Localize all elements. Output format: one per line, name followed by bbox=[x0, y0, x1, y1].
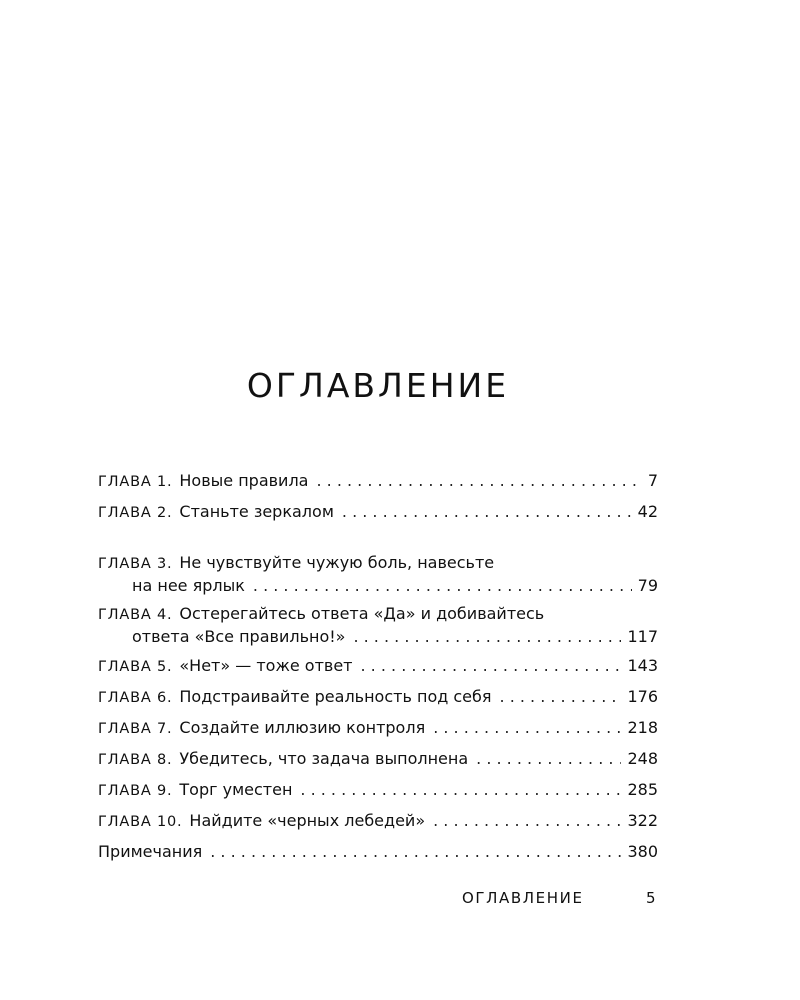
leader-dots bbox=[210, 841, 621, 863]
leader-dots bbox=[316, 470, 641, 492]
page-number: 79 bbox=[637, 576, 658, 595]
chapter-title: Станьте зеркалом bbox=[179, 502, 334, 521]
chapter-title-line-1: Не чувствуйте чужую боль, навесьте bbox=[179, 553, 495, 572]
chapter-title: «Нет» — тоже ответ bbox=[179, 656, 353, 675]
toc-entry-chapter-8[interactable] bbox=[98, 748, 658, 771]
chapter-title: Новые правила bbox=[179, 471, 309, 490]
leader-dots bbox=[342, 501, 632, 523]
leader-dots bbox=[500, 686, 622, 708]
page-number: 218 bbox=[627, 718, 658, 737]
chapter-title-line-2: ответа «Все правильно!» bbox=[132, 627, 346, 646]
leader-dots bbox=[476, 748, 621, 770]
toc-entry-chapter-5[interactable] bbox=[98, 655, 658, 678]
chapter-label: ГЛАВА 4. bbox=[98, 607, 173, 623]
chapter-title: Подстраивайте реальность под себя bbox=[179, 687, 492, 706]
page-number: 7 bbox=[647, 471, 658, 490]
leader-dots bbox=[361, 655, 622, 677]
chapter-label: ГЛАВА 10. bbox=[98, 814, 183, 830]
chapter-title-line-1: Остерегайтесь ответа «Да» и добивайтесь bbox=[179, 604, 545, 623]
chapter-label: ГЛАВА 2. bbox=[98, 505, 173, 521]
toc-entry-chapter-4[interactable] bbox=[98, 603, 658, 648]
chapter-title: Создайте иллюзию контроля bbox=[179, 718, 426, 737]
running-footer-title: ОГЛАВЛЕНИЕ bbox=[462, 889, 584, 907]
page-number: 117 bbox=[627, 627, 658, 646]
toc-entry-chapter-3[interactable] bbox=[98, 552, 658, 597]
toc-entry-notes[interactable] bbox=[98, 841, 658, 863]
chapter-label: ГЛАВА 7. bbox=[98, 721, 173, 737]
page-number: 42 bbox=[637, 502, 658, 521]
chapter-label: ГЛАВА 5. bbox=[98, 659, 173, 675]
chapter-title-line-2: на нее ярлык bbox=[132, 576, 245, 595]
page-number: 380 bbox=[627, 842, 658, 861]
leader-dots bbox=[433, 717, 621, 739]
leader-dots bbox=[253, 575, 632, 597]
toc-entry-chapter-2[interactable] bbox=[98, 501, 658, 524]
page-number: 285 bbox=[627, 780, 658, 799]
page-number: 248 bbox=[627, 749, 658, 768]
page-number: 143 bbox=[627, 656, 658, 675]
chapter-title: Убедитесь, что задача выполнена bbox=[179, 749, 469, 768]
notes-title: Примечания bbox=[98, 842, 203, 861]
chapter-label: ГЛАВА 9. bbox=[98, 783, 173, 799]
leader-dots bbox=[433, 810, 621, 832]
toc-entry-chapter-9[interactable] bbox=[98, 779, 658, 802]
page-title: ОГЛАВЛЕНИЕ bbox=[246, 366, 510, 405]
chapter-title: Торг уместен bbox=[179, 780, 293, 799]
page-number: 176 bbox=[627, 687, 658, 706]
chapter-label: ГЛАВА 6. bbox=[98, 690, 173, 706]
table-of-contents bbox=[98, 470, 658, 863]
chapter-title: Найдите «черных лебедей» bbox=[189, 811, 426, 830]
chapter-label: ГЛАВА 3. bbox=[98, 556, 173, 572]
leader-dots bbox=[353, 626, 621, 648]
toc-entry-chapter-1[interactable] bbox=[98, 470, 658, 493]
chapter-label: ГЛАВА 1. bbox=[98, 474, 173, 490]
folio-page-number: 5 bbox=[646, 889, 656, 907]
chapter-label: ГЛАВА 8. bbox=[98, 752, 173, 768]
toc-entry-chapter-10[interactable] bbox=[98, 810, 658, 833]
leader-dots bbox=[300, 779, 621, 801]
page-number: 322 bbox=[627, 811, 658, 830]
toc-entry-chapter-7[interactable] bbox=[98, 717, 658, 740]
toc-entry-chapter-6[interactable] bbox=[98, 686, 658, 709]
